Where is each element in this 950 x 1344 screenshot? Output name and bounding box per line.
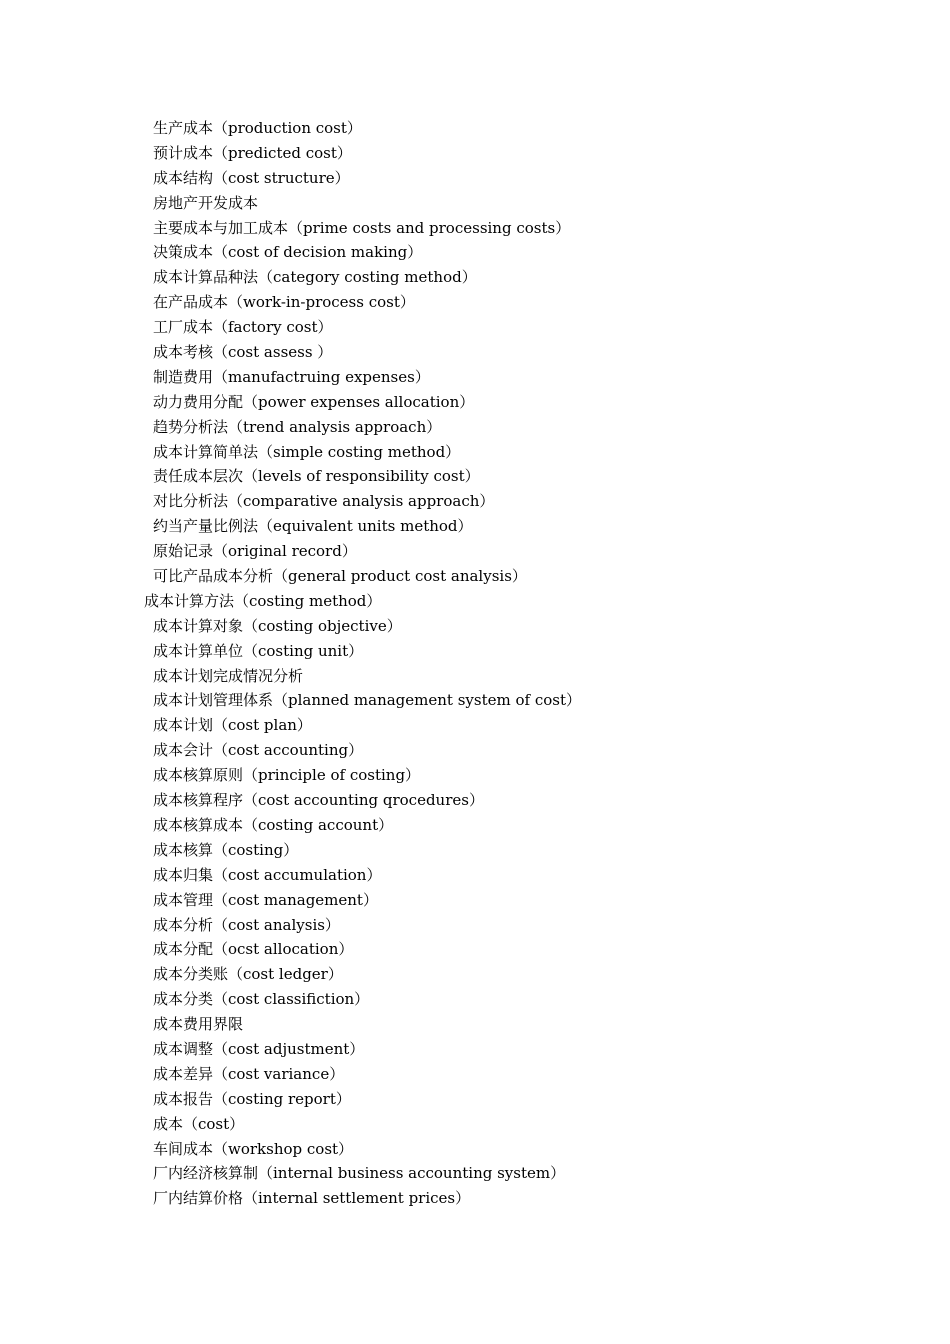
glossary-entry: 厂内经济核算制（internal business accounting system） bbox=[153, 1164, 566, 1183]
glossary-entry: 可比产品成本分析（general product cost analysis） bbox=[153, 567, 527, 586]
glossary-entry: 成本核算原则（principle of costing） bbox=[153, 766, 421, 785]
glossary-entry: 生产成本（production cost） bbox=[153, 119, 362, 137]
glossary-entry: 成本调整（cost adjustment） bbox=[153, 1039, 365, 1058]
glossary-entry: 成本计算对象（costing objective） bbox=[153, 616, 402, 635]
glossary-entry: 车间成本（workshop cost） bbox=[153, 1139, 354, 1158]
glossary-entry: 成本计算品种法（category costing method） bbox=[153, 268, 477, 287]
glossary-entry: 成本计划完成情况分析 bbox=[153, 666, 304, 685]
glossary-entry: 成本费用界限 bbox=[153, 1015, 244, 1034]
glossary-entry: 成本计划管理体系（planned management system of cost） bbox=[153, 691, 581, 710]
glossary-entry: 对比分析法（comparative analysis approach） bbox=[153, 492, 495, 511]
glossary-entry: 成本分析（cost analysis） bbox=[153, 915, 340, 934]
glossary-entry: 成本管理（cost management） bbox=[153, 890, 378, 909]
glossary-entry: 成本计算单位（costing unit） bbox=[153, 641, 364, 660]
glossary-entry: 约当产量比例法（equivalent units method） bbox=[153, 517, 473, 536]
glossary-entry: 成本归集（cost accumulation） bbox=[153, 865, 382, 884]
glossary-list bbox=[144, 116, 913, 1211]
glossary-entry: 成本计划（cost plan） bbox=[153, 716, 312, 735]
glossary-entry: 成本报告（costing report） bbox=[153, 1089, 351, 1108]
glossary-entry: 成本差异（cost variance） bbox=[153, 1064, 345, 1083]
glossary-entry: 成本分类（cost classifiction） bbox=[153, 990, 370, 1009]
glossary-entry: 动力费用分配（power expenses allocation） bbox=[153, 392, 475, 411]
glossary-entry: 成本考核（cost assess ） bbox=[153, 343, 333, 362]
glossary-entry: 在产品成本（work-in-process cost） bbox=[153, 293, 415, 312]
glossary-entry: 成本核算（costing） bbox=[153, 840, 299, 859]
glossary-entry: 成本核算成本（costing account） bbox=[153, 815, 394, 834]
glossary-entry: 工厂成本（factory cost） bbox=[153, 318, 333, 337]
glossary-entry: 原始记录（original record） bbox=[153, 542, 357, 561]
glossary-entry: 成本分类账（cost ledger） bbox=[153, 965, 343, 984]
glossary-entry: 成本（cost） bbox=[153, 1114, 245, 1133]
glossary-entry: 成本分配（ocst allocation） bbox=[153, 940, 354, 959]
glossary-entry: 决策成本（cost of decision making） bbox=[153, 243, 423, 262]
glossary-entry: 责任成本层次（levels of responsibility cost） bbox=[153, 467, 480, 486]
glossary-entry: 成本计算简单法（simple costing method） bbox=[153, 442, 461, 461]
glossary-entry: 成本计算方法（costing method） bbox=[144, 591, 382, 610]
glossary-entry: 趋势分析法（trend analysis approach） bbox=[153, 417, 442, 436]
glossary-entry: 制造费用（manufactruing expenses） bbox=[153, 367, 430, 386]
glossary-entry: 房地产开发成本 bbox=[153, 193, 259, 212]
glossary-entry: 成本结构（cost structure） bbox=[153, 168, 350, 187]
glossary-entry: 成本核算程序（cost accounting qrocedures） bbox=[153, 791, 484, 810]
glossary-entry: 成本会计（cost accounting） bbox=[153, 741, 364, 760]
glossary-entry: 主要成本与加工成本（prime costs and processing costs） bbox=[153, 218, 571, 237]
glossary-entry: 预计成本（predicted cost） bbox=[153, 143, 352, 162]
glossary-entry: 厂内结算价格（internal settlement prices） bbox=[153, 1189, 471, 1208]
